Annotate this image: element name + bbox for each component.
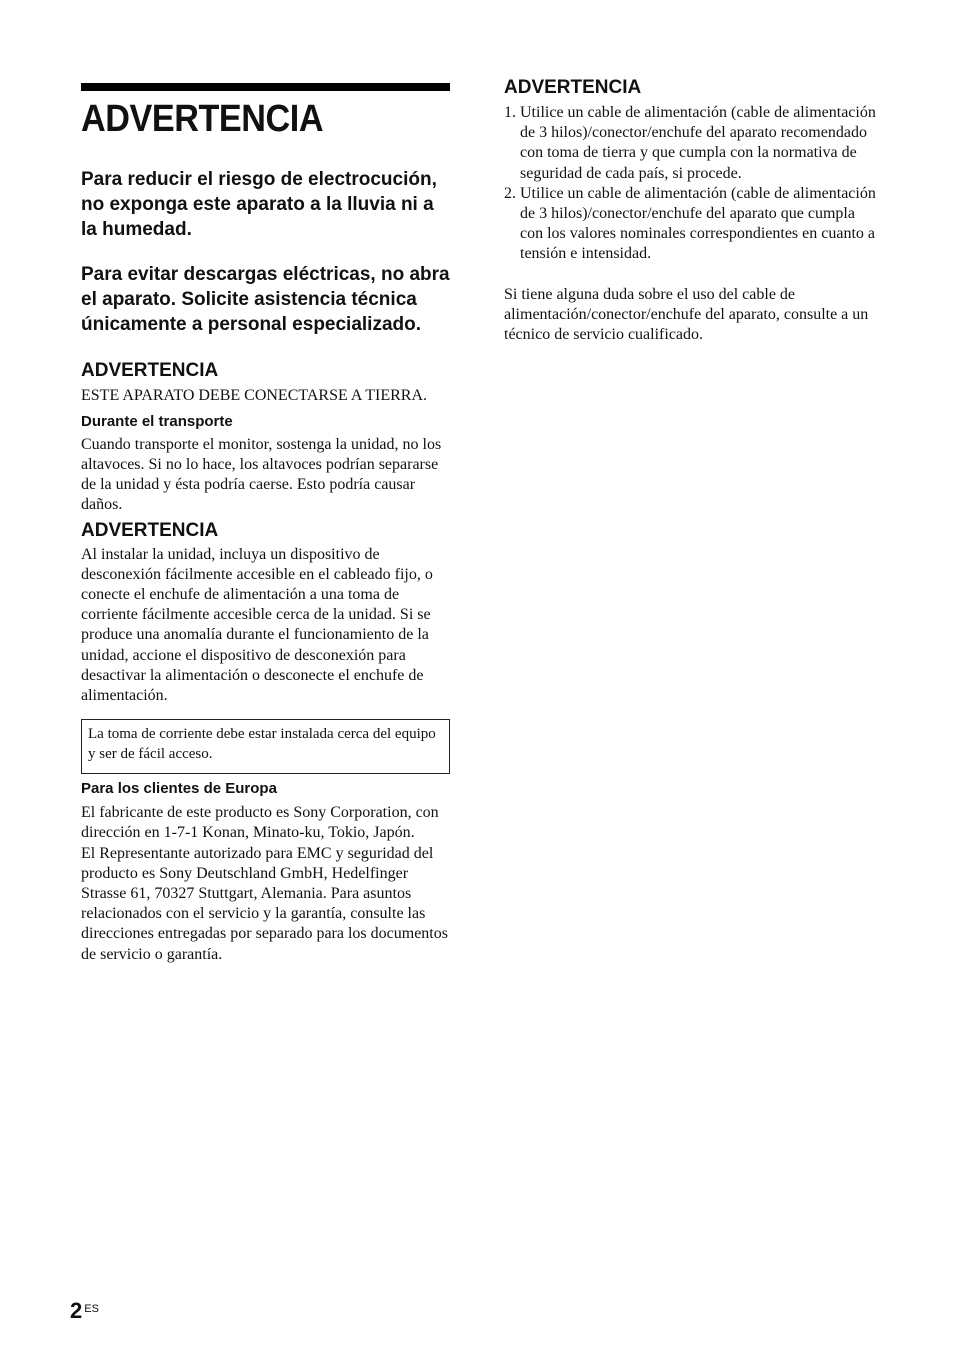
section-heading-disconnect: ADVERTENCIA (81, 519, 219, 541)
outlet-note-box: La toma de corriente debe estar instalada cerca del equipo y ser de fácil acceso. (81, 719, 450, 774)
transport-heading: Durante el transporte (81, 412, 233, 430)
page-footer (70, 1298, 99, 1324)
section-heading-cable: ADVERTENCIA (504, 77, 642, 98)
transport-text: Cuando transporte el monitor, sostenga la unidad, no los altavoces. Si no lo hace, los altavoces podrían separarse de la unidad y ésta podría caerse. Esto podría causar daños. (81, 435, 442, 514)
list-item: 2. Utilice un cable de alimentación (cable de alimentación de 3 hilos)/conector/enchufe del aparato que cumpla con los valores nominales correspondientes en cuanto a tensión e intensidad. (504, 184, 876, 263)
cable-closing-text: Si tiene alguna duda sobre el uso del cable de alimentación/conector/enchufe del aparato, consulte a un técnico de servicio cualificado. (504, 285, 869, 344)
title-rule (81, 83, 450, 91)
ground-text: ESTE APARATO DEBE CONECTARSE A TIERRA. (81, 386, 428, 404)
manufacturer-text: El fabricante de este producto es Sony Corporation, con dirección en 1-7-1 Konan, Minato-ku, Tokio, Japón. (81, 804, 439, 842)
cable-instructions-list (504, 103, 876, 265)
electrocution-warning: Para reducir el riesgo de electrocución, no exponga este aparato a la lluvia ni a la humedad. (81, 168, 437, 240)
page-number: 2 (70, 1298, 83, 1323)
section-heading-ground: ADVERTENCIA (81, 359, 219, 381)
left-column (81, 83, 450, 965)
page-title: ADVERTENCIA (81, 98, 324, 140)
language-code: ES (84, 1303, 99, 1315)
right-column (504, 76, 876, 345)
europe-heading: Para los clientes de Europa (81, 780, 277, 798)
disconnect-text: Al instalar la unidad, incluya un dispositivo de desconexión fácilmente accesible en el cableado fijo, o conecte el enchufe de alimentación a una toma de corriente fácilmente accesible cerca de la unidad. Si se produce una anomalía durante el funcionamiento de la unidad, accione el dispositivo de desconexión para desactivar la alimentación o desconecte el enchufe de alimentación. (81, 545, 433, 705)
list-item: 1. Utilice un cable de alimentación (cable de alimentación de 3 hilos)/conector/enchufe del aparato recomendado con toma de tierra y que cumpla con la normativa de seguridad de cada país, si procede. (504, 104, 876, 182)
representative-text: El Representante autorizado para EMC y seguridad del producto es Sony Deutschland GmbH, Hedelfinger Strasse 61, 70327 Stuttgart, Alemania. Para asuntos relacionados con el servicio y la garantía, consulte las direcciones entregadas por separado para los documentos de servicio o garantía. (81, 844, 448, 963)
electric-shock-warning: Para evitar descargas eléctricas, no abra el aparato. Solicite asistencia técnica únicamente a personal especializado. (81, 263, 450, 335)
